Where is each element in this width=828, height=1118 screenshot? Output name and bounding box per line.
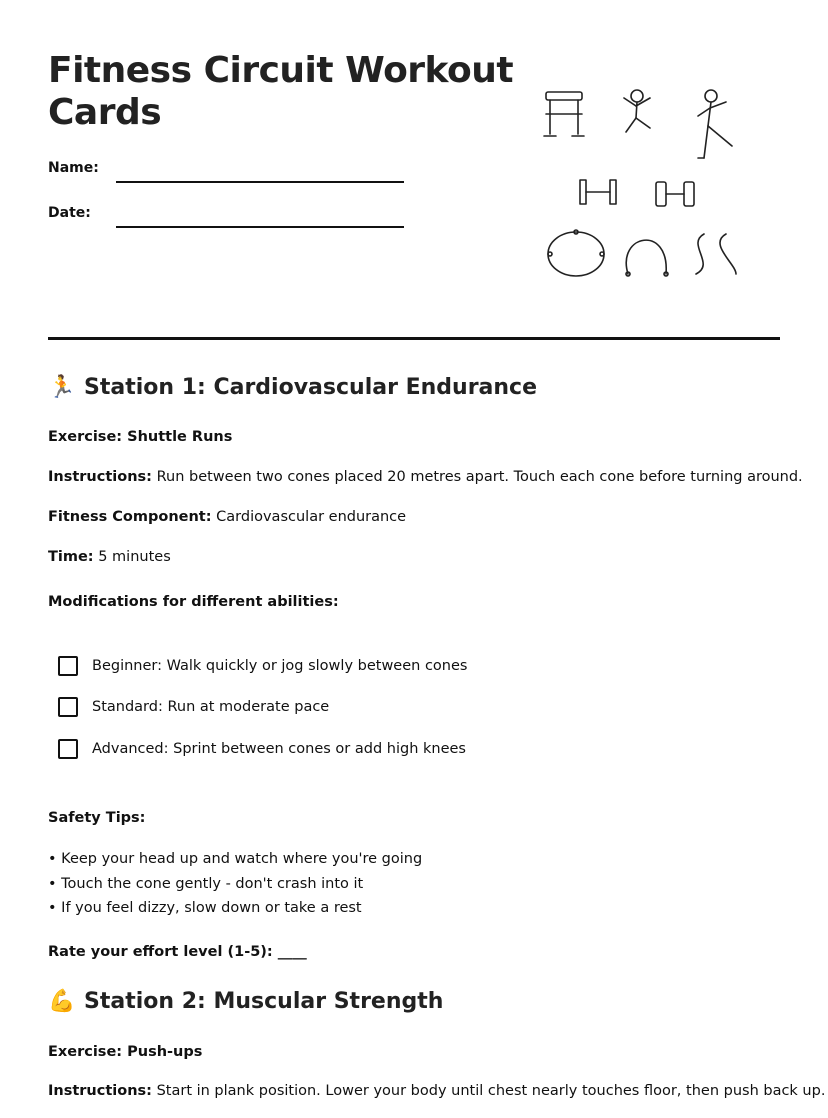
flexed-biceps-emoji-icon: 💪 [48, 989, 76, 1014]
advanced-checkbox[interactable] [58, 739, 78, 759]
standard-checkbox[interactable] [58, 697, 78, 717]
safety-tip: • Touch the cone gently - don't crash into it [48, 875, 364, 892]
name-field[interactable] [116, 181, 404, 183]
station1-component: Fitness Component: Cardiovascular endurance [48, 509, 407, 525]
jump-rope-arc-icon [626, 240, 668, 276]
beginner-checkbox[interactable] [58, 656, 78, 676]
station1-exercise: Exercise: Shuttle Runs [48, 429, 233, 445]
station2-exercise: Exercise: Push-ups [48, 1044, 203, 1060]
station1-instructions: Instructions: Run between two cones placed 20 metres apart. Touch each cone before turning around. [48, 469, 803, 485]
hurdle-icon [544, 92, 584, 136]
safety-tip: • Keep your head up and watch where you're going [48, 851, 423, 867]
effort-rating: Rate your effort level (1-5): ____ [48, 944, 307, 960]
date-label: Date: [48, 205, 91, 221]
modification-item: Standard: Run at moderate pace [58, 697, 329, 717]
dumbbell-icon [580, 180, 616, 204]
name-label: Name: [48, 160, 99, 176]
page-title: Fitness Circuit Workout Cards [48, 50, 514, 133]
section-divider [48, 337, 780, 340]
running-person-icon [698, 90, 732, 158]
running-emoji-icon: 🏃 [48, 375, 76, 400]
jumping-person-icon [624, 90, 650, 132]
station2-instructions: Instructions: Start in plank position. Lower your body until chest nearly touches floor, then push back up. [48, 1083, 826, 1099]
hula-hoop-icon [548, 230, 604, 276]
safety-tips-list [48, 847, 422, 921]
station2-title: Station 2: Muscular Strength [84, 989, 444, 1014]
date-field[interactable] [116, 226, 404, 228]
station1-time: Time: 5 minutes [48, 549, 171, 565]
modification-item: Beginner: Walk quickly or jog slowly between cones [58, 656, 467, 676]
station2-heading [48, 989, 443, 1014]
safety-tip: • If you feel dizzy, slow down or take a rest [48, 900, 362, 916]
station1-heading [48, 375, 537, 400]
skipping-rope-icon [696, 234, 736, 274]
fitness-clipart [536, 84, 756, 284]
safety-tips-label: Safety Tips: [48, 810, 146, 826]
station1-title: Station 1: Cardiovascular Endurance [84, 375, 538, 400]
dumbbell-icon [656, 182, 694, 206]
modifications-label: Modifications for different abilities: [48, 594, 339, 610]
modification-item: Advanced: Sprint between cones or add high knees [58, 739, 466, 759]
